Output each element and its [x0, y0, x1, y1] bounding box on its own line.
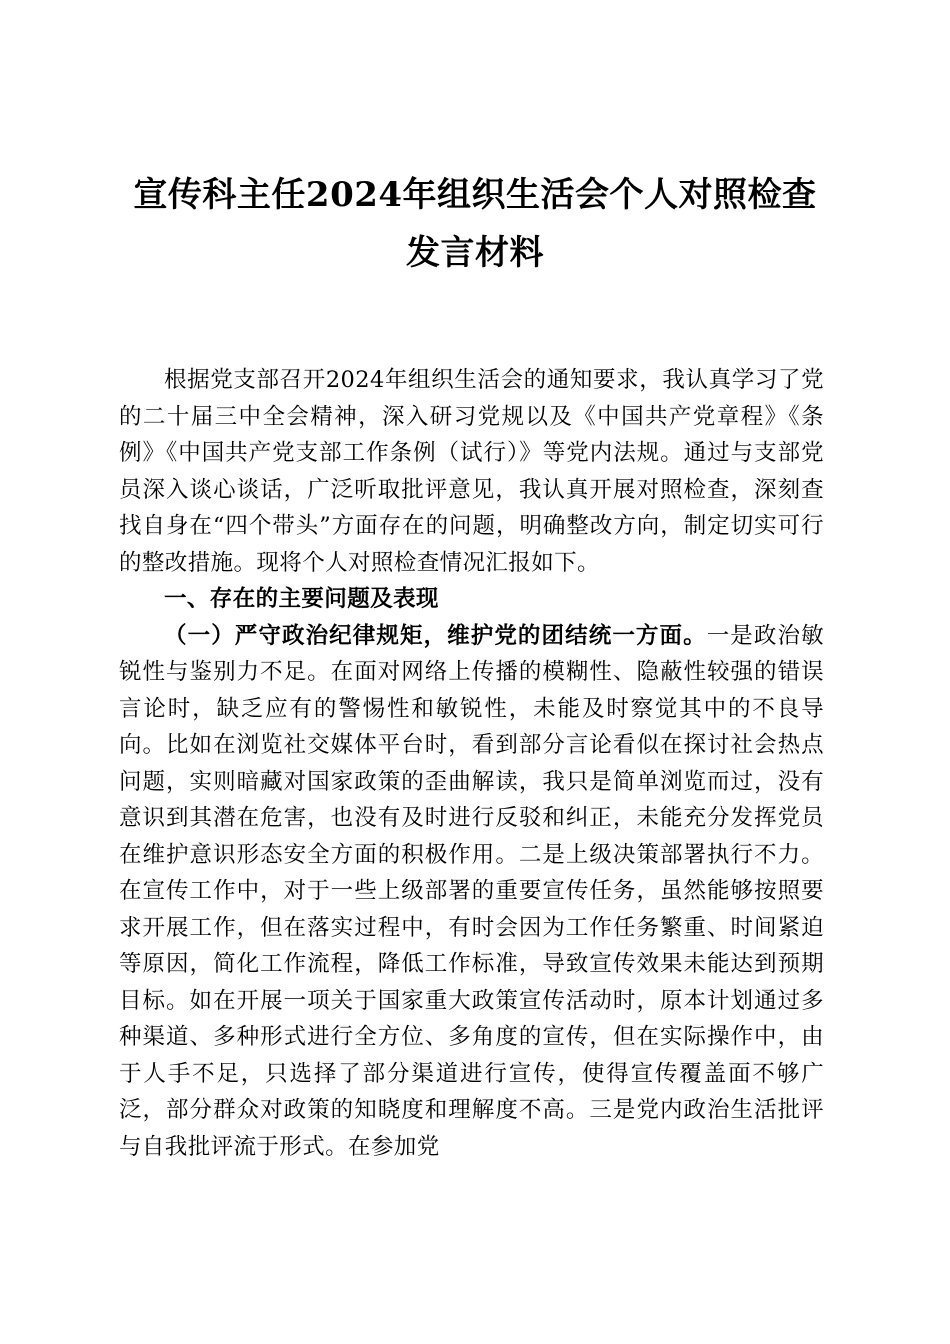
subsection-paragraph — [119, 618, 824, 1166]
document-title — [100, 166, 850, 282]
document-body — [119, 362, 824, 1165]
subsection-heading: （一）严守政治纪律规矩，维护党的团结统一方面。 — [164, 622, 707, 649]
title-line-2: 发言材料 — [406, 233, 544, 273]
title-line-1: 宣传科主任2024年组织生活会个人对照检查 — [133, 175, 817, 215]
section-heading: 一、存在的主要问题及表现 — [164, 586, 439, 612]
intro-paragraph: 根据党支部召开2024年组织生活会的通知要求，我认真学习了党的二十届三中全会精神，深入研习党规以及《中国共产党章程》《条例》《中国共产党支部工作条例（试行）》等党内法规。通过与支部党员深入谈心谈话，广泛听取批评意见，我认真开展对照检查，深刻查找自身在“四个带头”方面存在的问题，明确整改方向，制定切实可行的整改措施。现将个人对照检查情况汇报如下。 — [119, 367, 824, 576]
subsection-body: 一是政治敏锐性与鉴别力不足。在面对网络上传播的模糊性、隐蔽性较强的错误言论时，缺乏应有的警惕性和敏锐性，未能及时察觉其中的不良导向。比如在浏览社交媒体平台时，看到部分言论看似在探讨社会热点问题，实则暗藏对国家政策的歪曲解读，我只是简单浏览而过，没有意识到其潜在危害，也没有及时进行反驳和纠正，未能充分发挥党员在维护意识形态安全方面的积极作用。二是上级决策部署执行不力。在宣传工作中，对于一些上级部署的重要宣传任务，虽然能够按照要求开展工作，但在落实过程中，有时会因为工作任务繁重、时间紧迫等原因，简化工作流程，降低工作标准，导致宣传效果未能达到预期目标。如在开展一项关于国家重大政策宣传活动时，原本计划通过多种渠道、多种形式进行全方位、多角度的宣传，但在实际操作中，由于人手不足，只选择了部分渠道进行宣传，使得宣传覆盖面不够广泛，部分群众对政策的知晓度和理解度不高。三是党内政治生活批评与自我批评流于形式。在参加党 — [119, 622, 824, 1160]
